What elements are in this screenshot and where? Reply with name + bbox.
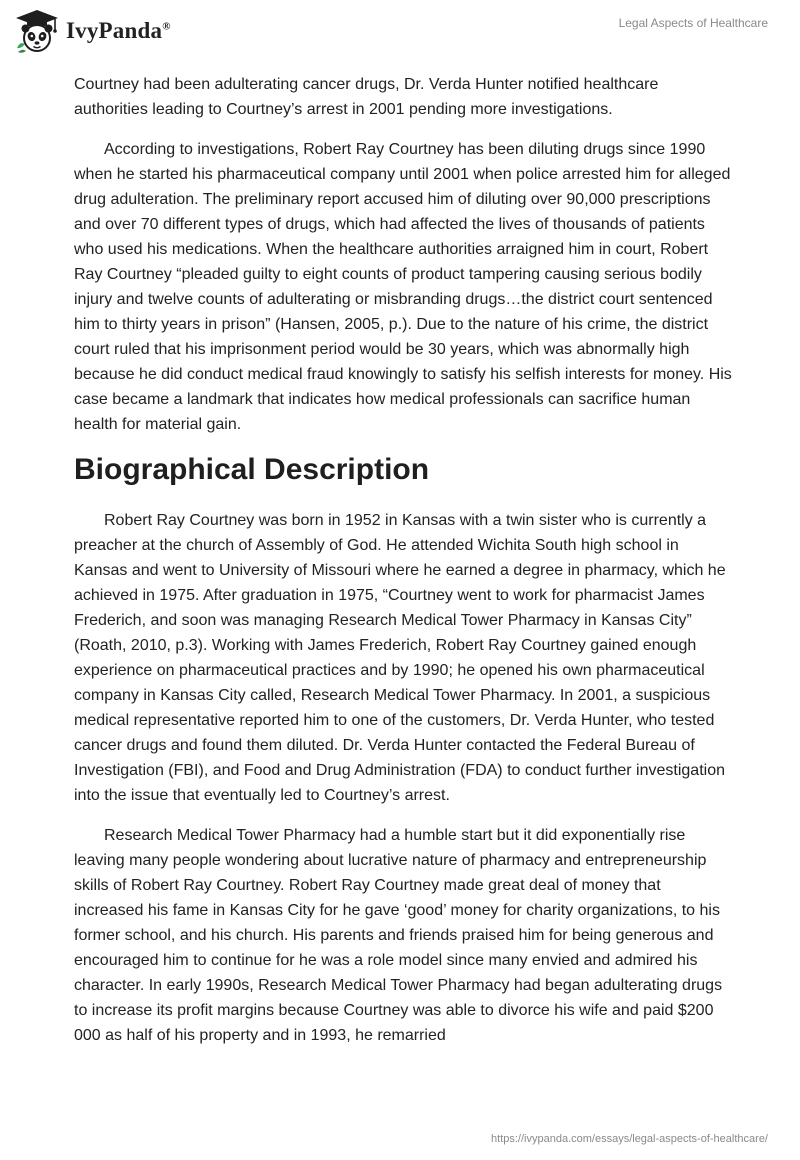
brand-name: IvyPanda®: [66, 18, 171, 43]
essay-body: [74, 72, 734, 1063]
source-url[interactable]: https://ivypanda.com/essays/legal-aspects-of-healthcare/: [491, 1133, 768, 1145]
brand-logo[interactable]: [14, 8, 171, 54]
paragraph: According to investigations, Robert Ray Courtney has been diluting drugs since 1990 when he started his pharmaceutical company until 2001 when police arrested him for alleged drug adulteration. The preliminary report accused him of diluting over 90,000 prescriptions and over 70 different types of drugs, which had affected the lives of thousands of patients who used his medications. When the healthcare authorities arraigned him in court, Robert Ray Courtney “pleaded guilty to eight counts of product tampering causing serious bodily injury and twelve counts of adulterating or misbranding drugs…the district court sentenced him to thirty years in prison” (Hansen, 2005, p.). Due to the nature of his crime, the district court ruled that his imprisonment period would be 30 years, which was abnormally high because he did conduct medical fraud knowingly to satisfy his selfish interests for money. His case became a landmark that indicates how medical professionals can sacrifice human health for material gain.: [74, 141, 732, 433]
paragraph: Courtney had been adulterating cancer drugs, Dr. Verda Hunter notified healthcare authorities leading to Courtney’s arrest in 2001 pending more investigations.: [74, 76, 659, 118]
panda-graduate-icon: [14, 8, 60, 54]
section-heading: Biographical Description: [74, 453, 430, 486]
document-title: Legal Aspects of Healthcare: [618, 16, 768, 30]
paragraph: Robert Ray Courtney was born in 1952 in Kansas with a twin sister who is currently a preacher at the church of Assembly of God. He attended Wichita South high school in Kansas and went to University of Missouri where he earned a degree in pharmacy, which he achieved in 1975. After graduation in 1975, “Courtney went to work for pharmacist James Frederich, and soon was managing Research Medical Tower Pharmacy in Kansas City” (Roath, 2010, p.3). Working with James Frederich, Robert Ray Courtney gained enough experience on pharmaceutical practices and by 1990; he opened his own pharmaceutical company in Kansas City called, Research Medical Tower Pharmacy. In 2001, a suspicious medical representative reported him to one of the customers, Dr. Verda Hunter, who tested cancer drugs and found them diluted. Dr. Verda Hunter contacted the Federal Bureau of Investigation (FBI), and Food and Drug Administration (FDA) to conduct further investigation into the issue that eventually led to Courtney’s arrest.: [74, 512, 726, 804]
page-header: [0, 0, 800, 62]
paragraph: Research Medical Tower Pharmacy had a humble start but it did exponentially rise leaving many people wondering about lucrative nature of pharmacy and entrepreneurship skills of Robert Ray Courtney. Robert Ray Courtney made great deal of money that increased his fame in Kansas City for he gave ‘good’ money for charity organizations, to his former school, and his church. His parents and friends praised him for being generous and encouraged him to continue for he was a role model since many envied and admired his character. In early 1990s, Research Medical Tower Pharmacy had began adulterating drugs to increase its profit margins because Courtney was able to divorce his wife and paid $200 000 as half of his property and in 1993, he remarried: [74, 827, 723, 1044]
